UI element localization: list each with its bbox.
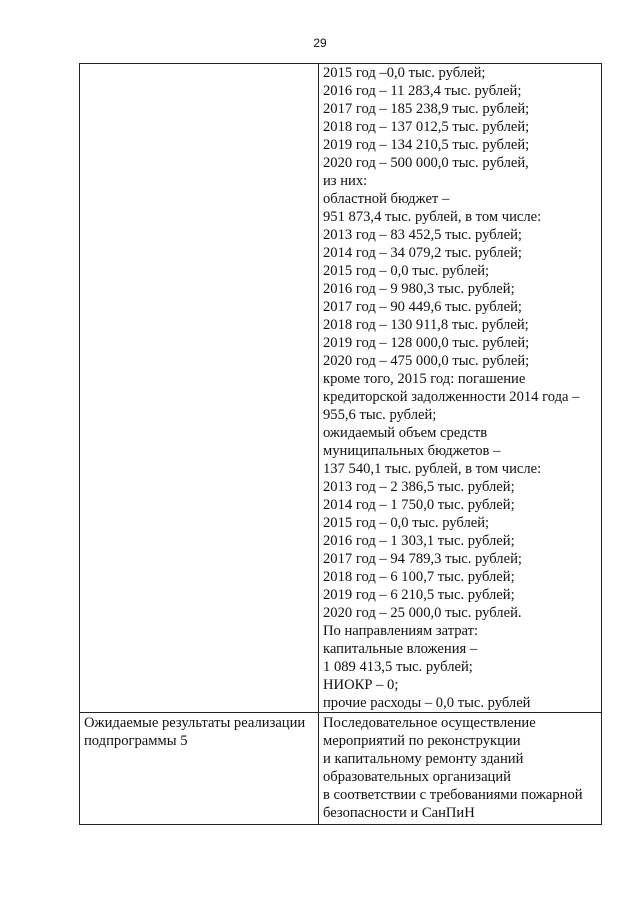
row1-left-cell — [80, 64, 319, 713]
text-line: муниципальных бюджетов – — [323, 443, 501, 459]
text-line: 2013 год – 83 452,5 тыс. рублей; — [323, 227, 522, 243]
expected-results-label — [84, 714, 315, 750]
text-line: 2013 год – 2 386,5 тыс. рублей; — [323, 479, 515, 495]
text-line: 2018 год – 6 100,7 тыс. рублей; — [323, 569, 515, 585]
text-line: 951 873,4 тыс. рублей, в том числе: — [323, 209, 542, 225]
text-line: мероприятий по реконструкции — [323, 733, 521, 749]
text-line: 2017 год – 94 789,3 тыс. рублей; — [323, 551, 522, 567]
text-line: Последовательное осуществление — [323, 715, 536, 731]
financing-lines — [323, 64, 598, 712]
expected-results-text — [323, 714, 598, 822]
text-line: ожидаемый объем средств — [323, 425, 488, 441]
financing-cell — [319, 64, 602, 713]
text-line: из них: — [323, 173, 368, 189]
text-line: 2016 год – 11 283,4 тыс. рублей; — [323, 83, 522, 99]
text-line: 2016 год – 1 303,1 тыс. рублей; — [323, 533, 515, 549]
text-line: 2020 год – 500 000,0 тыс. рублей, — [323, 155, 529, 171]
text-line: Ожидаемые результаты реализации — [84, 715, 306, 731]
text-line: образовательных организаций — [323, 769, 511, 785]
expected-results-label-cell — [80, 713, 319, 825]
text-line: 1 089 413,5 тыс. рублей; — [323, 659, 473, 675]
text-line: 955,6 тыс. рублей; — [323, 407, 437, 423]
text-line: 2019 год – 128 000,0 тыс. рублей; — [323, 335, 530, 351]
text-line: 2016 год – 9 980,3 тыс. рублей; — [323, 281, 515, 297]
text-line: прочие расходы – 0,0 тыс. рублей — [323, 695, 531, 711]
text-line: подпрограммы 5 — [84, 733, 188, 749]
text-line: По направлениям затрат: — [323, 623, 479, 639]
text-line: 137 540,1 тыс. рублей, в том числе: — [323, 461, 542, 477]
subprogram-passport-table — [79, 63, 602, 825]
table-row — [80, 64, 602, 713]
text-line: 2020 год – 475 000,0 тыс. рублей; — [323, 353, 530, 369]
text-line: 2014 год – 34 079,2 тыс. рублей; — [323, 245, 522, 261]
text-line: 2018 год – 137 012,5 тыс. рублей; — [323, 119, 530, 135]
page-number: 29 — [313, 36, 327, 50]
text-line: безопасности и СанПиН — [323, 805, 475, 821]
text-line: 2015 год –0,0 тыс. рублей; — [323, 65, 486, 81]
text-line: 2017 год – 185 238,9 тыс. рублей; — [323, 101, 530, 117]
text-line: в соответствии с требованиями пожарной — [323, 787, 583, 803]
text-line: 2017 год – 90 449,6 тыс. рублей; — [323, 299, 522, 315]
expected-results-cell — [319, 713, 602, 825]
text-line: кроме того, 2015 год: погашение — [323, 371, 526, 387]
text-line: капитальные вложения – — [323, 641, 478, 657]
table-row — [80, 713, 602, 825]
text-line: кредиторской задолженности 2014 года – — [323, 389, 580, 405]
text-line: 2015 год – 0,0 тыс. рублей; — [323, 263, 490, 279]
text-line: и капитальному ремонту зданий — [323, 751, 524, 767]
text-line: областной бюджет – — [323, 191, 450, 207]
text-line: 2020 год – 25 000,0 тыс. рублей. — [323, 605, 522, 621]
text-line: 2019 год – 6 210,5 тыс. рублей; — [323, 587, 515, 603]
text-line: 2018 год – 130 911,8 тыс. рублей; — [323, 317, 529, 333]
text-line: 2014 год – 1 750,0 тыс. рублей; — [323, 497, 515, 513]
text-line: 2019 год – 134 210,5 тыс. рублей; — [323, 137, 530, 153]
text-line: НИОКР – 0; — [323, 677, 399, 693]
text-line: 2015 год – 0,0 тыс. рублей; — [323, 515, 490, 531]
